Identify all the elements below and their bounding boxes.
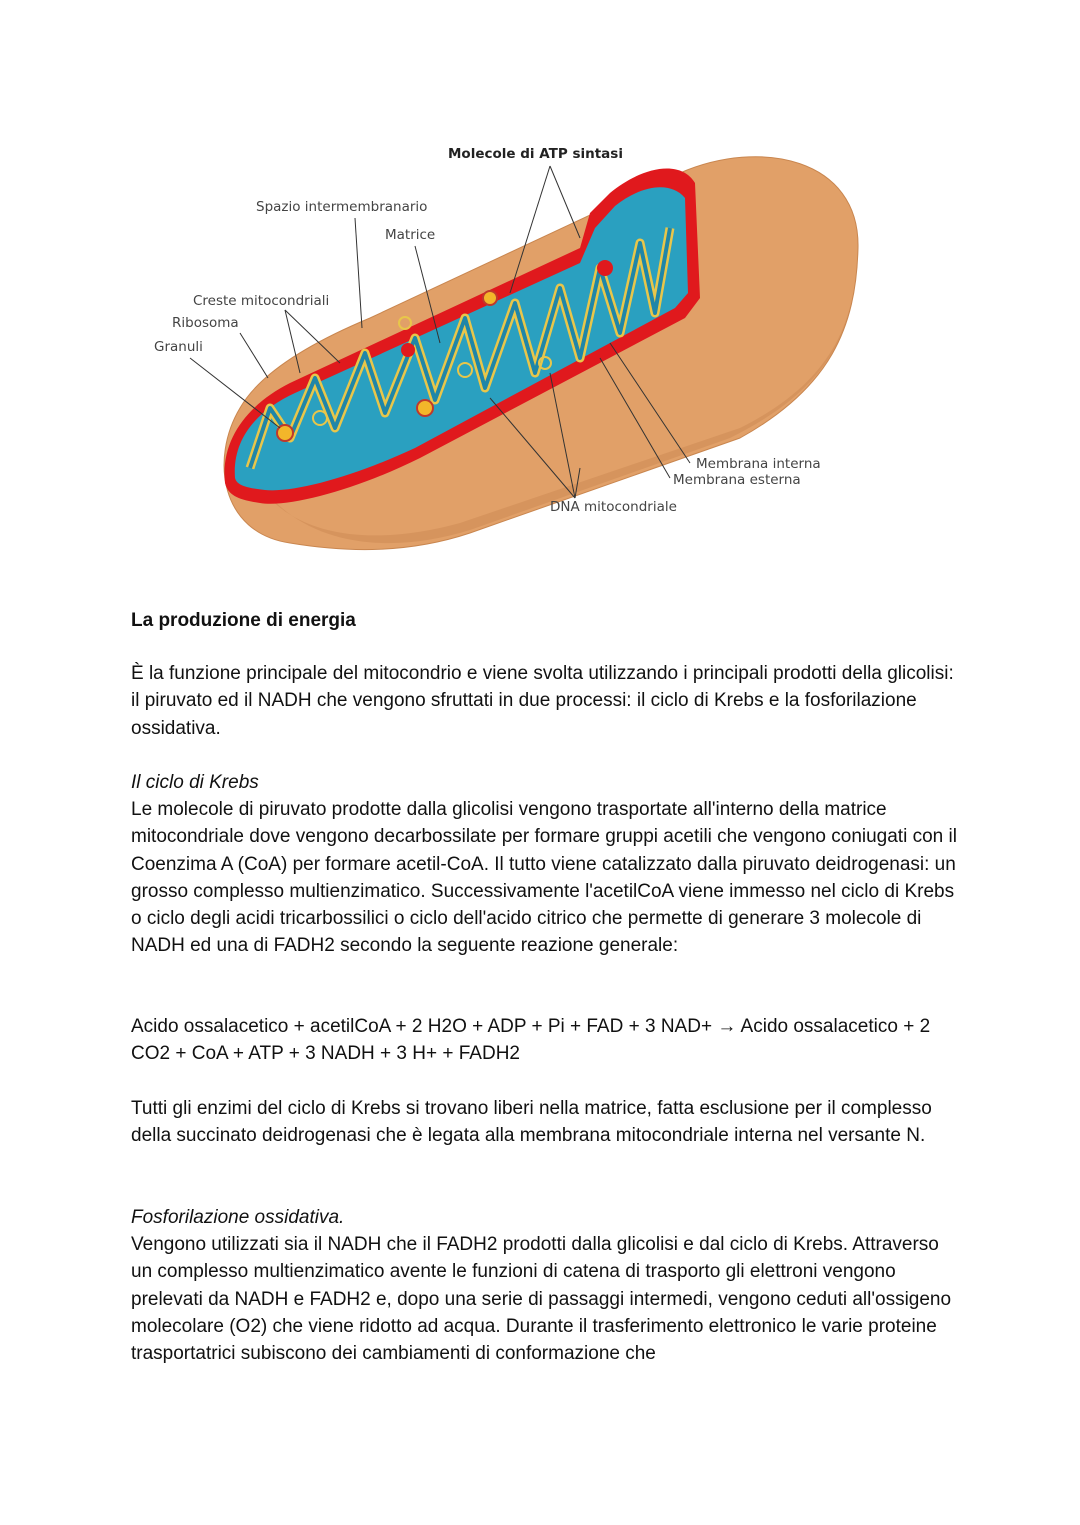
label-inner-membrane: Membrana interna [696,456,821,472]
label-ribosome: Ribosoma [172,315,239,331]
label-granules: Granuli [154,339,203,355]
oxidative-phosphorylation-paragraph: Vengono utilizzati sia il NADH che il FADH2 prodotti dalla glicolisi e dal ciclo di Krebs. Attraverso un complesso multienzimatico avente le funzioni di catena di trasporto gli elettroni vengono prelevati da NADH e FADH2 e, dopo una serie di passaggi intermedi, vengono ceduti all'ossigeno molecolare (O2) che viene ridotto ad acqua. Durante il trasferimento elettronico le varie proteine trasportatrici subiscono dei cambiamenti di conformazione che [131,1234,952,1365]
krebs-paragraph: Le molecole di piruvato prodotte dalla glicolisi vengono trasportate all'interno della matrice mitocondriale dove vengono decarbossilate per formare gruppi acetili che vengono coniugati con il Coenzima A (CoA) per formare acetil-CoA. Il tutto viene catalizzato dalla piruvato deidrogenasi: un grosso complesso multienzimatico. Successivamente l'acetilCoA viene immesso nel ciclo di Krebs o ciclo degli acidi tricarbossilici o ciclo dell'acido citrico che permette di generare 3 molecole di NADH ed una di FADH2 secondo la seguente reazione generale: [131,799,957,957]
label-outer-membrane: Membrana esterna [673,472,801,488]
mitochondrion-illustration [140,138,880,568]
oxidative-phosphorylation-subheading: Fosforilazione ossidativa. [131,1207,345,1228]
mitochondrion-diagram [140,138,880,568]
section-heading: La produzione di energia [131,610,356,631]
label-cristae: Creste mitocondriali [193,293,330,309]
label-mitochondrial-dna: DNA mitocondriale [550,499,677,515]
intro-paragraph: È la funzione principale del mitocondrio e viene svolta utilizzando i principali prodotti della glicolisi: il piruvato ed il NADH che vengono sfruttati in due processi: il ciclo di Krebs e la fosforilazione ossidativa. [131,663,954,739]
krebs-subheading: Il ciclo di Krebs [131,772,259,793]
label-intermembrane-space: Spazio intermembranario [256,199,428,215]
krebs-equation: Acido ossalacetico + acetilCoA + 2 H2O + ADP + Pi + FAD + 3 NAD+ → Acido ossalacetico + 2 CO2 + CoA + ATP + 3 NADH + 3 H+ + FADH2 [131,1016,931,1065]
label-atp-synthase: Molecole di ATP sintasi [448,146,623,162]
label-matrix: Matrice [385,227,436,243]
krebs-enzymes-paragraph: Tutti gli enzimi del ciclo di Krebs si trovano liberi nella matrice, fatta esclusione per il complesso della succinato deidrogenasi che è legata alla membrana mitocondriale interna nel versante N. [131,1098,932,1147]
